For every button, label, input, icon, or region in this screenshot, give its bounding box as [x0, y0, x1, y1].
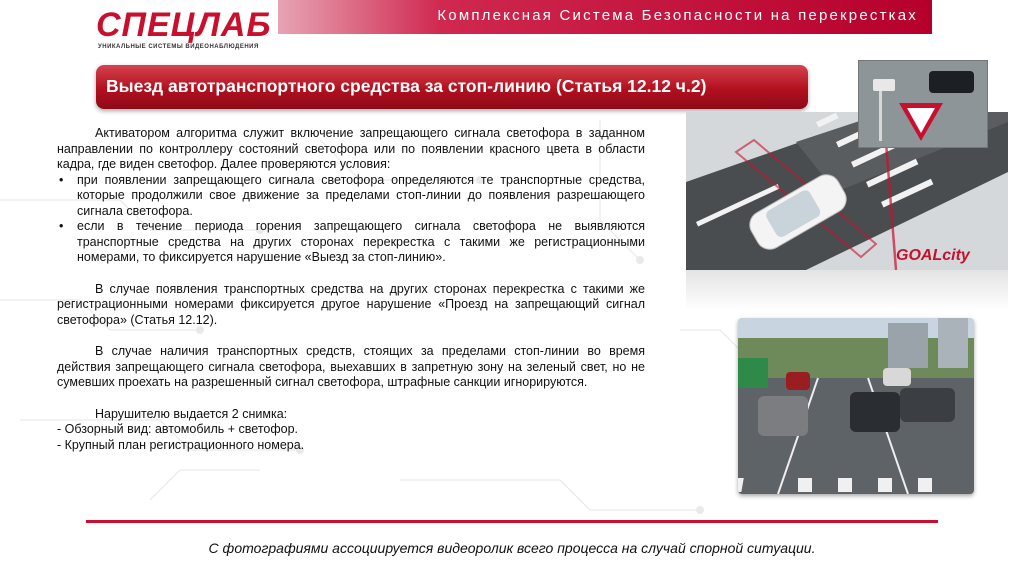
paragraph-other-violation: В случае появления транспортных средства на других сторонах перекрестка с такими же регистрационными номерами фиксируется другое нарушение «Проезд на запрещающий сигнал светофора» (Статья 12.12). [57, 281, 645, 327]
camera-inset-photo [858, 60, 988, 148]
header-title: Комплексная Система Безопасности на перекрестках [437, 7, 918, 24]
photo-item: - Крупный план регистрационного номера. [57, 437, 305, 452]
photo-item: - Обзорный вид: автомобиль + светофор. [57, 422, 299, 436]
footer-note: С фотографиями ассоциируется видеоролик всего процесса на случай спорной ситуации. [208, 540, 816, 556]
list-item-text: если в течение периода горения запрещающего сигнала светофора не выявляются транспортные средства на других сторонах перекрестка с такими же регистрационными номерами, то фиксируется нарушение «Выезд за стоп-линию». [77, 219, 645, 264]
brand-label: GOALcity [896, 247, 970, 264]
header-band [278, 0, 932, 34]
list-item-text: при появлении запрещающего сигнала светофора определяются те транспортные средства, которые продолжили свое движение за пределами стоп-линии до появления разрешающего сигнала светофора. [77, 172, 645, 218]
logo-icon: СПЕЦЛАБ [96, 6, 272, 44]
street-photo [738, 318, 974, 494]
footer-divider [86, 520, 938, 523]
bullet-icon: • [59, 172, 64, 187]
illustration-reflection [686, 270, 1008, 310]
bullet-icon: • [59, 219, 64, 233]
slide-title: Выезд автотранспортного средства за стоп-линию (Статья 12.12 ч.2) [106, 76, 707, 96]
slide-content [57, 126, 645, 453]
paragraph-algorithm: Активатором алгоритма служит включение запрещающего сигнала светофора в заданном направлении по контроллеру состояний светофора или по появлении красного цвета в области кадра, где виден светофор. Далее проверяются условия: [57, 126, 645, 171]
list-item [57, 173, 645, 220]
company-logo [96, 8, 276, 52]
conditions-list [57, 173, 645, 266]
photos-intro: Нарушителю выдается 2 снимка: [95, 406, 288, 421]
paragraph-ignored-sanctions: В случае наличия транспортных средств, стоящих за пределами стоп-линии во время действия запрещающего сигнала светофора, выехавших в запретную зону на зеленый свет, но не сумевших проехать на разрешенный сигнал светофора, штрафные санкции игнорируются. [57, 344, 645, 389]
slide-title-bar [96, 65, 808, 109]
logo-subtitle: УНИКАЛЬНЫЕ СИСТЕМЫ ВИДЕОНАБЛЮДЕНИЯ [98, 44, 259, 50]
list-item [57, 219, 645, 266]
